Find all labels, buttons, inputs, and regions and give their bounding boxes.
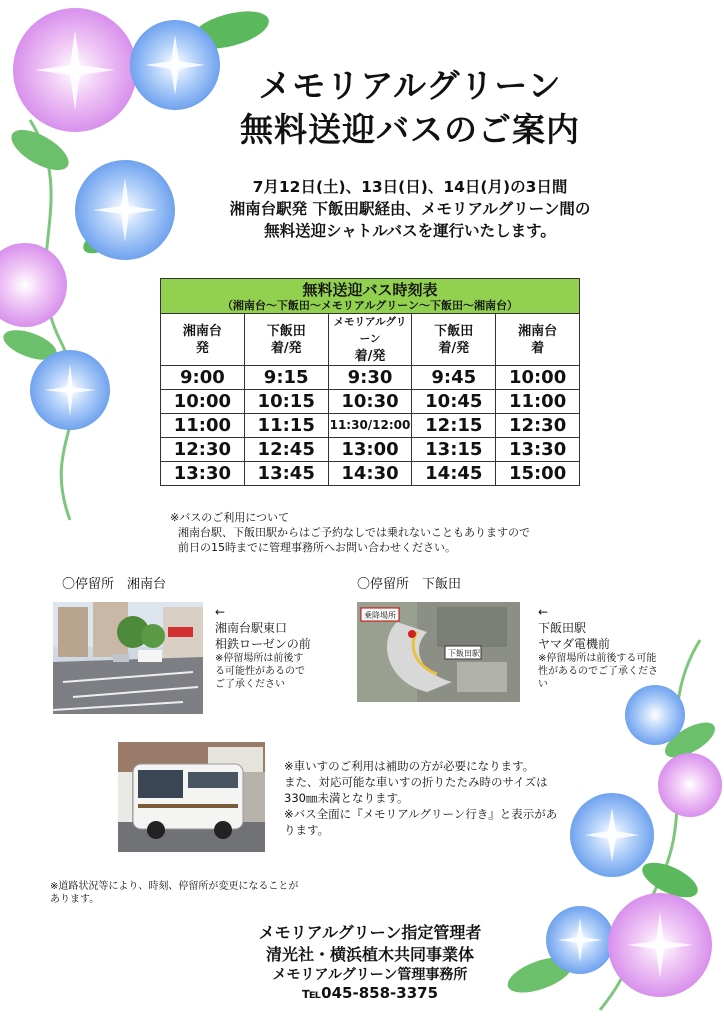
stop-line-1: 下飯田駅 (538, 621, 587, 635)
stop-line-1: 湘南台駅東口 (215, 621, 288, 635)
time-cell: 11:30/12:00 (328, 414, 412, 438)
org-line-1: メモリアルグリーン指定管理者 (258, 923, 482, 942)
column-header: 湘南台 着 (496, 314, 580, 366)
intro-text (190, 176, 630, 242)
timetable-route: （湘南台～下飯田～メモリアルグリーン～下飯田～湘南台） (221, 299, 519, 312)
column-header: メモリアルグリーン 着/発 (328, 314, 412, 366)
column-header: 下飯田 着/発 (412, 314, 496, 366)
column-header: 湘南台 発 (161, 314, 245, 366)
stop-info-shonandai (215, 604, 335, 691)
time-cell: 12:30 (161, 438, 245, 462)
bus-timetable (160, 278, 580, 486)
time-cell: 13:15 (412, 438, 496, 462)
time-cell: 10:00 (161, 390, 245, 414)
bus-note-line-2: また、対応可能な車いすの折りたたみ時のサイズは (284, 775, 548, 789)
road-condition-notice (50, 880, 350, 906)
intro-line-2: 湘南台駅発 下飯田駅経由、メモリアルグリーン間の (229, 200, 591, 218)
notice-line-1: 湘南台駅、下飯田駅からはご予約なしでは乗れないこともありますので (178, 526, 530, 539)
time-cell: 11:15 (244, 414, 328, 438)
shuttle-bus-photo (118, 742, 265, 852)
time-cell: 14:45 (412, 462, 496, 486)
shimoiida-aerial-map (357, 602, 520, 702)
time-cell: 10:00 (496, 366, 580, 390)
timetable-header-row (161, 279, 580, 314)
wheelchair-notice (284, 758, 584, 838)
time-cell: 13:45 (244, 462, 328, 486)
org-phone: ℡045-858-3375 (301, 984, 439, 1002)
time-cell: 13:30 (496, 438, 580, 462)
timetable-title: 無料送迎バス時刻表 (302, 281, 438, 299)
time-cell: 12:30 (496, 414, 580, 438)
time-cell: 11:00 (496, 390, 580, 414)
time-cell: 13:00 (328, 438, 412, 462)
road-note-line-1: ※道路状況等により、時刻、停留所が変更になることが (50, 881, 299, 892)
reservation-notice (170, 510, 610, 555)
bus-note-line-3: 330㎜未満となります。 (284, 791, 409, 805)
table-row (161, 390, 580, 414)
time-cell: 9:45 (412, 366, 496, 390)
stop-note-3: ご了承ください (215, 679, 285, 690)
intro-line-1: 7月12日(土)、13日(日)、14日(月)の3日間 (252, 178, 568, 196)
stop-note-3: い (538, 679, 548, 690)
svg-text:下飯田駅: 下飯田駅 (448, 649, 480, 658)
stop-note-1: ※停留場所は前後する可能 (538, 653, 657, 664)
stop-note-1: ※停留場所は前後す (215, 653, 304, 664)
org-line-2: 清光社・横浜植木共同事業体 (265, 945, 474, 964)
stop-note-2: る可能性があるので (215, 666, 305, 677)
table-row (161, 438, 580, 462)
stop-line-2: ヤマダ電機前 (538, 637, 611, 651)
timetable-column-headers (161, 314, 580, 366)
time-cell: 9:15 (244, 366, 328, 390)
svg-text:乗降場所: 乗降場所 (364, 611, 396, 620)
time-cell: 10:30 (328, 390, 412, 414)
timetable-title-cell (161, 279, 580, 314)
notice-line-2: 前日の15時までに管理事務所へお問い合わせください。 (178, 541, 456, 554)
column-header: 下飯田 着/発 (244, 314, 328, 366)
time-cell: 12:45 (244, 438, 328, 462)
stop-note-2: 性があるのでご了承くださ (538, 666, 658, 677)
time-cell: 11:00 (161, 414, 245, 438)
stop-label-shimoiida: 〇停留所 下飯田 (357, 577, 462, 592)
time-cell: 10:15 (244, 390, 328, 414)
shonandai-street-photo (53, 602, 203, 714)
arrow-left-icon: ← (215, 605, 226, 619)
notice-heading: ※バスのご利用について (170, 511, 289, 524)
time-cell: 9:00 (161, 366, 245, 390)
arrow-left-icon: ← (538, 605, 549, 619)
table-row (161, 366, 580, 390)
time-cell: 13:30 (161, 462, 245, 486)
road-note-line-2: あります。 (50, 894, 100, 905)
table-row (161, 462, 580, 486)
bus-note-line-1: ※車いすのご利用は補助の方が必要になります。 (284, 759, 535, 773)
title-line-1: メモリアルグリーン (258, 66, 562, 105)
stop-label-shonandai: 〇停留所 湘南台 (62, 577, 167, 592)
stop-info-shimoiida (538, 604, 688, 691)
time-cell: 15:00 (496, 462, 580, 486)
title-line-2: 無料送迎バスのご案内 (240, 110, 580, 149)
bus-note-line-4: ※バス全面に『メモリアルグリーン行き』と表示があ (284, 807, 558, 821)
intro-line-3: 無料送迎シャトルバスを運行いたします。 (264, 222, 556, 240)
time-cell: 14:30 (328, 462, 412, 486)
table-row (161, 414, 580, 438)
bus-note-line-5: ります。 (284, 823, 330, 837)
time-cell: 10:45 (412, 390, 496, 414)
time-cell: 9:30 (328, 366, 412, 390)
org-line-3: メモリアルグリーン管理事務所 (272, 967, 468, 983)
stop-line-2: 相鉄ローゼンの前 (215, 637, 311, 651)
time-cell: 12:15 (412, 414, 496, 438)
